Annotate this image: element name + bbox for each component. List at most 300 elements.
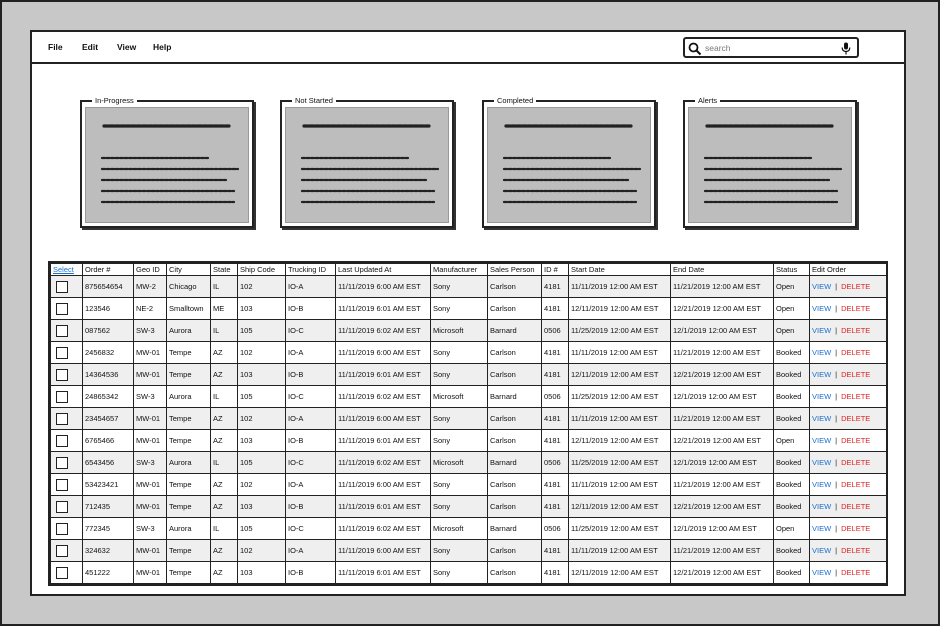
select-cell — [51, 496, 83, 518]
microphone-icon[interactable] — [841, 42, 851, 55]
header-order-number: Order # — [83, 264, 134, 276]
link-separator: | — [835, 546, 838, 555]
delete-link[interactable]: DELETE — [841, 502, 871, 511]
view-link[interactable]: VIEW — [812, 436, 832, 445]
view-link[interactable]: VIEW — [812, 502, 832, 511]
state-cell: AZ — [211, 540, 238, 562]
geo-id-cell: NE-2 — [134, 298, 167, 320]
id-number-cell: 0506 — [542, 452, 569, 474]
delete-link[interactable]: DELETE — [841, 370, 871, 379]
row-checkbox[interactable] — [56, 413, 68, 425]
header-manufacturer: Manufacturer — [431, 264, 488, 276]
state-cell: AZ — [211, 408, 238, 430]
city-cell: Tempe — [167, 474, 211, 496]
view-link[interactable]: VIEW — [812, 414, 832, 423]
geo-id-cell: MW-01 — [134, 496, 167, 518]
card-label: Completed — [494, 96, 536, 106]
scribble-text-placeholder — [488, 108, 652, 224]
end-date-cell: 12/21/2019 12:00 AM EST — [671, 430, 774, 452]
end-date-cell: 12/1/2019 12:00 AM EST — [671, 518, 774, 540]
last-updated-cell: 11/11/2019 6:02 AM EST — [336, 320, 431, 342]
ship-code-cell: 102 — [238, 342, 286, 364]
last-updated-cell: 11/11/2019 6:01 AM EST — [336, 562, 431, 584]
ship-code-cell: 103 — [238, 562, 286, 584]
start-date-cell: 11/11/2019 12:00 AM EST — [569, 342, 671, 364]
table-row — [51, 562, 887, 584]
last-updated-cell: 11/11/2019 6:00 AM EST — [336, 408, 431, 430]
card-placeholder — [285, 107, 449, 223]
state-cell: AZ — [211, 496, 238, 518]
end-date-cell: 12/1/2019 12:00 AM EST — [671, 320, 774, 342]
header-last-updated: Last Updated At — [336, 264, 431, 276]
city-cell: Tempe — [167, 430, 211, 452]
last-updated-cell: 11/11/2019 6:01 AM EST — [336, 364, 431, 386]
row-checkbox[interactable] — [56, 303, 68, 315]
start-date-cell: 12/11/2019 12:00 AM EST — [569, 298, 671, 320]
last-updated-cell: 11/11/2019 6:00 AM EST — [336, 342, 431, 364]
select-cell — [51, 408, 83, 430]
end-date-cell: 12/21/2019 12:00 AM EST — [671, 364, 774, 386]
geo-id-cell: SW-3 — [134, 518, 167, 540]
trucking-id-cell: IO-A — [286, 540, 336, 562]
sales-person-cell: Carlson — [488, 408, 542, 430]
sales-person-cell: Barnard — [488, 518, 542, 540]
header-edit-order: Edit Order — [810, 264, 887, 276]
state-cell: AZ — [211, 430, 238, 452]
ship-code-cell: 103 — [238, 298, 286, 320]
edit-order-cell — [810, 386, 887, 408]
ship-code-cell: 105 — [238, 320, 286, 342]
trucking-id-cell: IO-B — [286, 496, 336, 518]
city-cell: Tempe — [167, 408, 211, 430]
status-cell: Booked — [774, 364, 810, 386]
manufacturer-cell: Sony — [431, 430, 488, 452]
end-date-cell: 11/21/2019 12:00 AM EST — [671, 474, 774, 496]
end-date-cell: 11/21/2019 12:00 AM EST — [671, 342, 774, 364]
trucking-id-cell: IO-A — [286, 474, 336, 496]
sales-person-cell: Carlson — [488, 496, 542, 518]
select-cell — [51, 386, 83, 408]
card-alerts[interactable] — [683, 96, 857, 228]
city-cell: Tempe — [167, 342, 211, 364]
geo-id-cell: SW-3 — [134, 386, 167, 408]
end-date-cell: 12/21/2019 12:00 AM EST — [671, 562, 774, 584]
sales-person-cell: Carlson — [488, 562, 542, 584]
end-date-cell: 11/21/2019 12:00 AM EST — [671, 540, 774, 562]
order-number-cell: 6543456 — [83, 452, 134, 474]
row-checkbox[interactable] — [56, 369, 68, 381]
order-number-cell: 324632 — [83, 540, 134, 562]
status-cell: Open — [774, 320, 810, 342]
manufacturer-cell: Microsoft — [431, 452, 488, 474]
status-cell: Open — [774, 518, 810, 540]
geo-id-cell: MW-01 — [134, 540, 167, 562]
edit-order-cell — [810, 540, 887, 562]
delete-link[interactable]: DELETE — [841, 458, 871, 467]
scribble-text-placeholder — [86, 108, 250, 224]
delete-link[interactable]: DELETE — [841, 348, 871, 357]
manufacturer-cell: Sony — [431, 298, 488, 320]
header-trucking-id: Trucking ID — [286, 264, 336, 276]
card-completed[interactable] — [482, 96, 656, 228]
end-date-cell: 12/21/2019 12:00 AM EST — [671, 298, 774, 320]
city-cell: Tempe — [167, 496, 211, 518]
link-separator: | — [835, 524, 838, 533]
select-cell — [51, 276, 83, 298]
manufacturer-cell: Sony — [431, 540, 488, 562]
select-cell — [51, 474, 83, 496]
manufacturer-cell: Microsoft — [431, 518, 488, 540]
link-separator: | — [835, 436, 838, 445]
id-number-cell: 4181 — [542, 408, 569, 430]
card-label: Not Started — [292, 96, 336, 106]
table-row — [51, 518, 887, 540]
delete-link[interactable]: DELETE — [841, 282, 871, 291]
edit-order-cell — [810, 518, 887, 540]
order-number-cell: 123546 — [83, 298, 134, 320]
id-number-cell: 4181 — [542, 430, 569, 452]
link-separator: | — [835, 502, 838, 511]
trucking-id-cell: IO-B — [286, 298, 336, 320]
manufacturer-cell: Microsoft — [431, 386, 488, 408]
trucking-id-cell: IO-C — [286, 518, 336, 540]
link-separator: | — [835, 568, 838, 577]
order-number-cell: 53423421 — [83, 474, 134, 496]
app-window — [30, 30, 906, 596]
start-date-cell: 11/11/2019 12:00 AM EST — [569, 474, 671, 496]
sales-person-cell: Carlson — [488, 298, 542, 320]
manufacturer-cell: Sony — [431, 496, 488, 518]
trucking-id-cell: IO-A — [286, 276, 336, 298]
card-placeholder — [688, 107, 852, 223]
trucking-id-cell: IO-A — [286, 408, 336, 430]
geo-id-cell: SW-3 — [134, 320, 167, 342]
delete-link[interactable]: DELETE — [841, 568, 871, 577]
status-cell: Open — [774, 430, 810, 452]
end-date-cell: 12/1/2019 12:00 AM EST — [671, 386, 774, 408]
table-row — [51, 320, 887, 342]
geo-id-cell: MW-01 — [134, 364, 167, 386]
select-cell — [51, 364, 83, 386]
card-not-started[interactable] — [280, 96, 454, 228]
search-icon[interactable] — [688, 42, 702, 56]
table-row — [51, 430, 887, 452]
delete-link[interactable]: DELETE — [841, 304, 871, 313]
select-cell — [51, 540, 83, 562]
start-date-cell: 12/11/2019 12:00 AM EST — [569, 496, 671, 518]
last-updated-cell: 11/11/2019 6:02 AM EST — [336, 452, 431, 474]
id-number-cell: 4181 — [542, 342, 569, 364]
city-cell: Aurora — [167, 452, 211, 474]
manufacturer-cell: Microsoft — [431, 320, 488, 342]
city-cell: Smalltown — [167, 298, 211, 320]
manufacturer-cell: Sony — [431, 474, 488, 496]
delete-link[interactable]: DELETE — [841, 546, 871, 555]
menu-help[interactable]: Help — [153, 42, 172, 52]
start-date-cell: 12/11/2019 12:00 AM EST — [569, 562, 671, 584]
start-date-cell: 11/11/2019 12:00 AM EST — [569, 276, 671, 298]
table-row — [51, 276, 887, 298]
manufacturer-cell: Sony — [431, 364, 488, 386]
view-link[interactable]: VIEW — [812, 348, 832, 357]
status-cell: Booked — [774, 496, 810, 518]
order-number-cell: 087562 — [83, 320, 134, 342]
last-updated-cell: 11/11/2019 6:01 AM EST — [336, 430, 431, 452]
geo-id-cell: SW-3 — [134, 452, 167, 474]
city-cell: Aurora — [167, 320, 211, 342]
edit-order-cell — [810, 474, 887, 496]
sales-person-cell: Carlson — [488, 430, 542, 452]
menu-view[interactable]: View — [117, 42, 137, 52]
view-link[interactable]: VIEW — [812, 524, 832, 533]
row-checkbox[interactable] — [56, 523, 68, 535]
geo-id-cell: MW-01 — [134, 430, 167, 452]
view-link[interactable]: VIEW — [812, 546, 832, 555]
edit-order-cell — [810, 408, 887, 430]
row-checkbox[interactable] — [56, 567, 68, 579]
card-label: In-Progress — [92, 96, 137, 106]
order-number-cell: 875654654 — [83, 276, 134, 298]
card-placeholder — [487, 107, 651, 223]
sales-person-cell: Carlson — [488, 342, 542, 364]
select-cell — [51, 342, 83, 364]
view-link[interactable]: VIEW — [812, 326, 832, 335]
manufacturer-cell: Sony — [431, 562, 488, 584]
state-cell: AZ — [211, 342, 238, 364]
order-number-cell: 6765466 — [83, 430, 134, 452]
last-updated-cell: 11/11/2019 6:01 AM EST — [336, 496, 431, 518]
view-link[interactable]: VIEW — [812, 370, 832, 379]
id-number-cell: 4181 — [542, 276, 569, 298]
table-row — [51, 364, 887, 386]
delete-link[interactable]: DELETE — [841, 524, 871, 533]
edit-order-cell — [810, 452, 887, 474]
end-date-cell: 11/21/2019 12:00 AM EST — [671, 408, 774, 430]
menu-bar — [32, 32, 904, 64]
search-input[interactable] — [705, 41, 840, 55]
row-checkbox[interactable] — [56, 347, 68, 359]
row-checkbox[interactable] — [56, 325, 68, 337]
manufacturer-cell: Sony — [431, 342, 488, 364]
select-cell — [51, 298, 83, 320]
sales-person-cell: Carlson — [488, 474, 542, 496]
view-link[interactable]: VIEW — [812, 458, 832, 467]
order-number-cell: 772345 — [83, 518, 134, 540]
id-number-cell: 4181 — [542, 496, 569, 518]
card-label: Alerts — [695, 96, 720, 106]
link-separator: | — [835, 370, 838, 379]
start-date-cell: 11/11/2019 12:00 AM EST — [569, 408, 671, 430]
id-number-cell: 0506 — [542, 518, 569, 540]
start-date-cell: 12/11/2019 12:00 AM EST — [569, 430, 671, 452]
header-ship-code: Ship Code — [238, 264, 286, 276]
end-date-cell: 12/1/2019 12:00 AM EST — [671, 452, 774, 474]
status-cell: Booked — [774, 562, 810, 584]
ship-code-cell: 102 — [238, 276, 286, 298]
city-cell: Chicago — [167, 276, 211, 298]
ship-code-cell: 102 — [238, 540, 286, 562]
header-end-date: End Date — [671, 264, 774, 276]
last-updated-cell: 11/11/2019 6:00 AM EST — [336, 540, 431, 562]
header-status: Status — [774, 264, 810, 276]
link-separator: | — [835, 348, 838, 357]
sales-person-cell: Barnard — [488, 452, 542, 474]
table-row — [51, 474, 887, 496]
state-cell: IL — [211, 518, 238, 540]
header-id-number: ID # — [542, 264, 569, 276]
row-checkbox[interactable] — [56, 501, 68, 513]
row-checkbox[interactable] — [56, 281, 68, 293]
link-separator: | — [835, 326, 838, 335]
link-separator: | — [835, 392, 838, 401]
ship-code-cell: 105 — [238, 518, 286, 540]
trucking-id-cell: IO-C — [286, 386, 336, 408]
status-cell: Open — [774, 276, 810, 298]
last-updated-cell: 11/11/2019 6:00 AM EST — [336, 276, 431, 298]
row-checkbox[interactable] — [56, 457, 68, 469]
city-cell: Tempe — [167, 562, 211, 584]
status-cell: Booked — [774, 540, 810, 562]
last-updated-cell: 11/11/2019 6:02 AM EST — [336, 518, 431, 540]
edit-order-cell — [810, 496, 887, 518]
city-cell: Tempe — [167, 364, 211, 386]
row-checkbox[interactable] — [56, 545, 68, 557]
select-cell — [51, 562, 83, 584]
delete-link[interactable]: DELETE — [841, 414, 871, 423]
order-number-cell: 14364536 — [83, 364, 134, 386]
id-number-cell: 4181 — [542, 474, 569, 496]
header-city: City — [167, 264, 211, 276]
status-cell: Booked — [774, 408, 810, 430]
header-geo-id: Geo ID — [134, 264, 167, 276]
ship-code-cell: 102 — [238, 474, 286, 496]
order-number-cell: 24865342 — [83, 386, 134, 408]
view-link[interactable]: VIEW — [812, 480, 832, 489]
trucking-id-cell: IO-C — [286, 320, 336, 342]
id-number-cell: 0506 — [542, 320, 569, 342]
edit-order-cell — [810, 276, 887, 298]
end-date-cell: 11/21/2019 12:00 AM EST — [671, 276, 774, 298]
edit-order-cell — [810, 298, 887, 320]
link-separator: | — [835, 282, 838, 291]
table-body — [51, 276, 887, 584]
end-date-cell: 12/21/2019 12:00 AM EST — [671, 496, 774, 518]
table-header-row — [51, 264, 887, 276]
edit-order-cell — [810, 342, 887, 364]
order-number-cell: 712435 — [83, 496, 134, 518]
status-cell: Booked — [774, 386, 810, 408]
id-number-cell: 0506 — [542, 386, 569, 408]
start-date-cell: 11/25/2019 12:00 AM EST — [569, 452, 671, 474]
state-cell: IL — [211, 276, 238, 298]
table-row — [51, 386, 887, 408]
row-checkbox[interactable] — [56, 391, 68, 403]
id-number-cell: 4181 — [542, 364, 569, 386]
table-row — [51, 452, 887, 474]
edit-order-cell — [810, 320, 887, 342]
trucking-id-cell: IO-A — [286, 342, 336, 364]
link-separator: | — [835, 458, 838, 467]
delete-link[interactable]: DELETE — [841, 326, 871, 335]
view-link[interactable]: VIEW — [812, 304, 832, 313]
header-select[interactable]: Select — [51, 264, 83, 276]
menu-file[interactable]: File — [48, 42, 63, 52]
state-cell: AZ — [211, 562, 238, 584]
edit-order-cell — [810, 364, 887, 386]
ship-code-cell: 103 — [238, 430, 286, 452]
status-cell: Booked — [774, 474, 810, 496]
trucking-id-cell: IO-C — [286, 452, 336, 474]
card-placeholder — [85, 107, 249, 223]
state-cell: ME — [211, 298, 238, 320]
view-link[interactable]: VIEW — [812, 568, 832, 577]
card-in-progress[interactable] — [80, 96, 254, 228]
id-number-cell: 4181 — [542, 562, 569, 584]
city-cell: Aurora — [167, 518, 211, 540]
table-row — [51, 496, 887, 518]
row-checkbox[interactable] — [56, 479, 68, 491]
state-cell: AZ — [211, 474, 238, 496]
state-cell: AZ — [211, 364, 238, 386]
table-row — [51, 540, 887, 562]
trucking-id-cell: IO-B — [286, 562, 336, 584]
last-updated-cell: 11/11/2019 6:01 AM EST — [336, 298, 431, 320]
ship-code-cell: 105 — [238, 386, 286, 408]
delete-link[interactable]: DELETE — [841, 392, 871, 401]
order-number-cell: 23454657 — [83, 408, 134, 430]
view-link[interactable]: VIEW — [812, 282, 832, 291]
search-box — [683, 37, 859, 58]
status-cell: Open — [774, 298, 810, 320]
start-date-cell: 11/25/2019 12:00 AM EST — [569, 386, 671, 408]
delete-link[interactable]: DELETE — [841, 480, 871, 489]
view-link[interactable]: VIEW — [812, 392, 832, 401]
header-state: State — [211, 264, 238, 276]
delete-link[interactable]: DELETE — [841, 436, 871, 445]
manufacturer-cell: Sony — [431, 408, 488, 430]
ship-code-cell: 102 — [238, 408, 286, 430]
sales-person-cell: Carlson — [488, 540, 542, 562]
start-date-cell: 11/25/2019 12:00 AM EST — [569, 518, 671, 540]
state-cell: IL — [211, 320, 238, 342]
select-cell — [51, 452, 83, 474]
ship-code-cell: 103 — [238, 364, 286, 386]
menu-edit[interactable]: Edit — [82, 42, 99, 52]
last-updated-cell: 11/11/2019 6:02 AM EST — [336, 386, 431, 408]
start-date-cell: 11/11/2019 12:00 AM EST — [569, 540, 671, 562]
row-checkbox[interactable] — [56, 435, 68, 447]
id-number-cell: 4181 — [542, 540, 569, 562]
state-cell: IL — [211, 452, 238, 474]
scribble-text-placeholder — [689, 108, 853, 224]
ship-code-cell: 105 — [238, 452, 286, 474]
status-cell: Booked — [774, 452, 810, 474]
select-cell — [51, 430, 83, 452]
edit-order-cell — [810, 562, 887, 584]
header-sales-person: Sales Person — [488, 264, 542, 276]
order-number-cell: 451222 — [83, 562, 134, 584]
geo-id-cell: MW-01 — [134, 342, 167, 364]
sales-person-cell: Carlson — [488, 276, 542, 298]
link-separator: | — [835, 480, 838, 489]
edit-order-cell — [810, 430, 887, 452]
trucking-id-cell: IO-B — [286, 364, 336, 386]
select-cell — [51, 518, 83, 540]
orders-table — [48, 261, 888, 586]
sales-person-cell: Carlson — [488, 364, 542, 386]
table-row — [51, 408, 887, 430]
link-separator: | — [835, 304, 838, 313]
